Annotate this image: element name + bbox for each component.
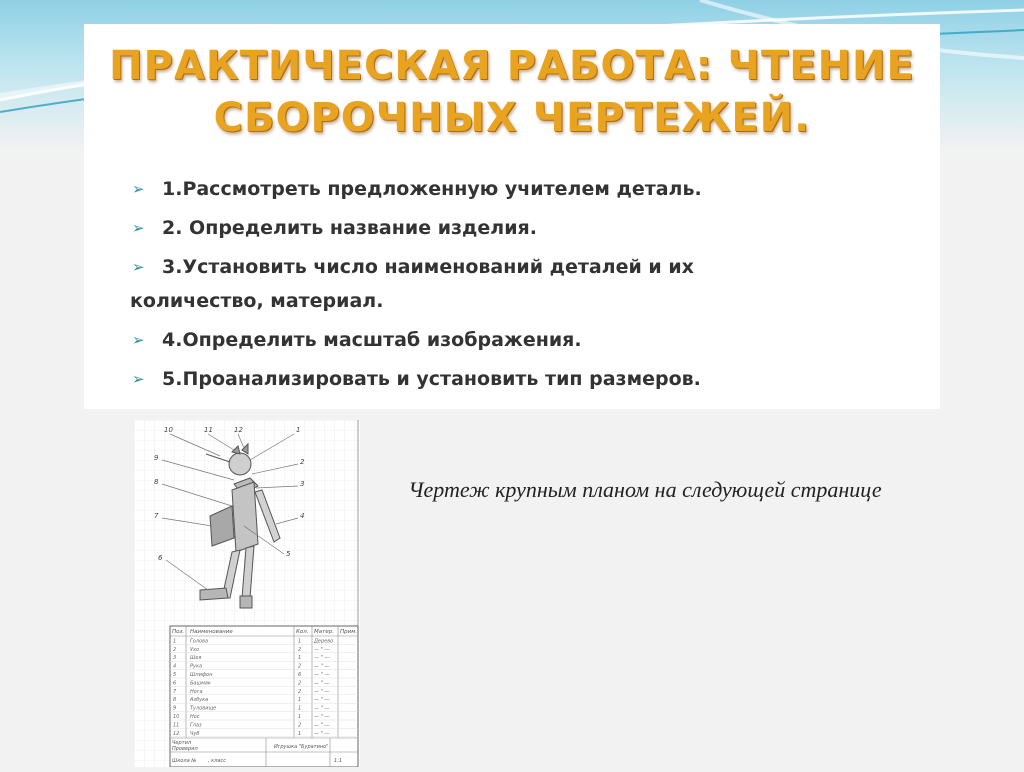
table-cell: 7 — [173, 688, 177, 695]
steps-list — [132, 172, 922, 401]
svg-text:12: 12 — [234, 426, 243, 434]
svg-text:1:1: 1:1 — [334, 758, 343, 764]
table-cell: 1 — [298, 697, 302, 704]
table-cell: Башмак — [190, 680, 211, 687]
table-cell: 6 — [298, 672, 302, 678]
svg-text:6: 6 — [158, 554, 163, 562]
svg-text:Прим.: Прим. — [340, 629, 358, 635]
table-cell: 1 — [173, 638, 177, 645]
table-cell: — " — — [314, 697, 330, 704]
svg-text:, класс: , класс — [208, 758, 226, 764]
svg-text:Кол.: Кол. — [296, 629, 309, 635]
arrow-bullet-icon: ➢ — [132, 180, 145, 198]
step-text: 4.Определить масштаб изображения. — [162, 329, 582, 351]
table-cell: 2 — [298, 722, 302, 729]
drawing-caption: Чертеж крупным планом на следующей странице — [408, 477, 882, 502]
table-cell: Чуб — [190, 730, 200, 737]
table-cell: — " — — [314, 663, 330, 670]
table-cell: — " — — [314, 646, 330, 653]
arrow-bullet-icon: ➢ — [132, 258, 145, 276]
table-cell: 2 — [298, 680, 302, 687]
table-cell: — " — — [314, 730, 330, 737]
step-text: 5.Проанализировать и установить тип размеров. — [162, 368, 701, 390]
svg-text:5: 5 — [286, 550, 291, 558]
parts-table — [170, 626, 358, 767]
list-item — [132, 362, 922, 396]
svg-text:Поз.: Поз. — [172, 629, 185, 635]
table-cell: 2 — [298, 663, 302, 670]
table-cell: Дерево — [314, 638, 334, 645]
svg-text:Игрушка "Буратино": Игрушка "Буратино" — [274, 744, 329, 750]
table-cell: 3 — [173, 655, 177, 662]
table-cell: Шпифон — [190, 672, 213, 678]
table-cell: — " — — [314, 672, 330, 678]
svg-text:8: 8 — [154, 478, 159, 486]
table-cell: Азбука — [190, 697, 209, 704]
table-cell: 9 — [173, 705, 177, 712]
svg-text:Чертил: Чертил — [172, 740, 192, 746]
step-text: 3.Установить число наименований деталей и их — [162, 256, 694, 278]
table-cell: Глаз — [190, 722, 202, 729]
table-cell: — " — — [314, 714, 330, 720]
step-text: 1.Рассмотреть предложенную учителем деталь. — [162, 178, 702, 200]
table-cell: 2 — [298, 688, 302, 695]
list-item — [132, 172, 922, 206]
list-item — [132, 211, 922, 245]
list-item — [132, 323, 922, 357]
svg-text:Матер.: Матер. — [314, 629, 334, 635]
table-cell: 5 — [173, 672, 177, 678]
table-cell: 1 — [298, 655, 302, 662]
assembly-drawing-svg — [134, 420, 360, 767]
table-cell: Нос — [190, 714, 200, 720]
arrow-bullet-icon: ➢ — [132, 331, 145, 349]
arrow-bullet-icon: ➢ — [132, 370, 145, 388]
table-cell: — " — — [314, 722, 330, 729]
table-cell: 12 — [173, 730, 180, 737]
svg-text:1: 1 — [296, 426, 301, 434]
arrow-bullet-icon: ➢ — [132, 219, 145, 237]
table-cell: 1 — [298, 705, 302, 712]
step-text-continued: количество, материал. — [130, 290, 384, 312]
table-cell: Рука — [190, 663, 203, 670]
svg-text:11: 11 — [204, 426, 213, 434]
table-cell: 11 — [173, 722, 180, 729]
table-cell: 6 — [173, 680, 177, 687]
table-cell: Шея — [190, 655, 202, 662]
table-cell: Голова — [190, 638, 209, 645]
table-cell: — " — — [314, 655, 330, 662]
svg-text:4: 4 — [300, 512, 305, 520]
table-cell: 2 — [298, 646, 302, 653]
table-cell: Ухо — [190, 646, 200, 653]
table-cell: 1 — [298, 714, 302, 720]
slide-title: ПРАКТИЧЕСКАЯ РАБОТА: ЧТЕНИЕ СБОРОЧНЫХ ЧЕРТЕЖЕЙ. — [109, 43, 915, 141]
table-cell: — " — — [314, 680, 330, 687]
table-cell: 1 — [298, 638, 302, 645]
table-cell: 2 — [173, 646, 177, 653]
svg-text:9: 9 — [154, 454, 159, 462]
step-text: 2. Определить название изделия. — [162, 217, 537, 239]
svg-text:3: 3 — [300, 480, 305, 488]
table-cell: 8 — [173, 697, 177, 704]
table-cell: — " — — [314, 688, 330, 695]
svg-text:2: 2 — [300, 458, 305, 466]
svg-text:7: 7 — [154, 512, 159, 520]
table-cell: Нога — [190, 688, 203, 695]
table-cell: 4 — [173, 663, 177, 670]
table-cell: 1 — [298, 730, 302, 737]
svg-text:Проверил: Проверил — [172, 746, 198, 752]
table-cell: 10 — [173, 714, 180, 720]
list-item — [132, 250, 922, 318]
table-cell: Туловище — [190, 705, 217, 712]
svg-text:10: 10 — [164, 426, 173, 434]
assembly-drawing — [134, 420, 360, 767]
svg-text:Школа №: Школа № — [172, 758, 197, 764]
svg-text:Наименование: Наименование — [190, 629, 233, 635]
table-cell: — " — — [314, 705, 330, 712]
